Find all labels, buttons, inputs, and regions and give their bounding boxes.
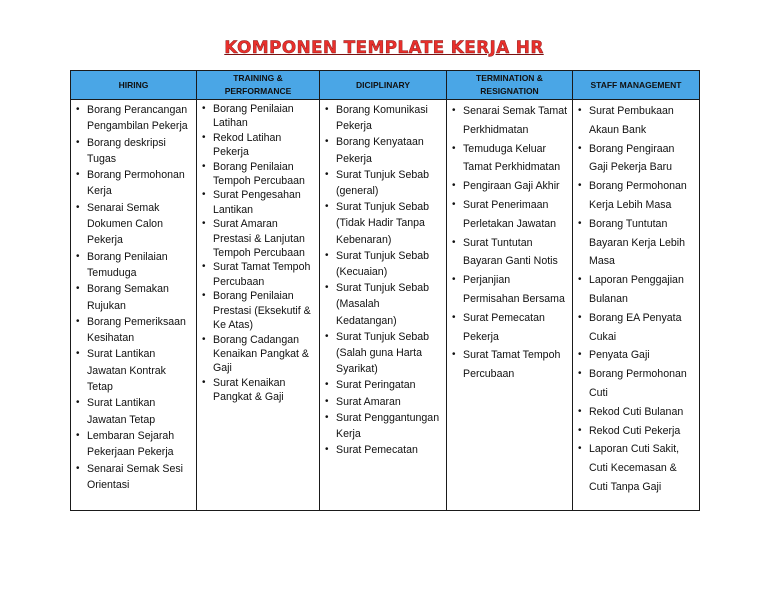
item-list: [320, 100, 446, 458]
header-hiring: HIRING: [71, 71, 197, 100]
list-item: • Borang Perancangan Pengambilan Pekerja: [71, 102, 196, 135]
list-item: • Senarai Semak Dokumen Calon Pekerja: [71, 200, 196, 249]
table-header-row: [71, 71, 700, 100]
document-title: KOMPONEN TEMPLATE KERJA HR: [224, 38, 544, 58]
list-item: • Borang Semakan Rujukan: [71, 281, 196, 314]
list-item: • Surat Tuntutan Bayaran Ganti Notis: [447, 234, 572, 272]
list-item: • Borang Pengiraan Gaji Pekerja Baru: [573, 140, 699, 178]
item-list: [197, 100, 319, 405]
list-item: • Surat Peringatan: [320, 377, 446, 393]
list-item: • Laporan Cuti Sakit, Cuti Kecemasan & Cuti Tanpa Gaji: [573, 440, 699, 496]
list-item: • Rekod Latihan Pekerja: [197, 131, 319, 160]
header-training-performance: TRAINING & PERFORMANCE: [197, 71, 320, 100]
list-item: • Surat Tamat Tempoh Percubaan: [447, 346, 572, 384]
list-item: • Penyata Gaji: [573, 346, 699, 365]
list-item: • Surat Amaran Prestasi & Lanjutan Tempoh Percubaan: [197, 217, 319, 260]
list-item: • Rekod Cuti Bulanan: [573, 403, 699, 422]
list-item: • Surat Penerimaan Perletakan Jawatan: [447, 196, 572, 234]
item-list: [573, 100, 699, 497]
header-termination-resignation: TERMINATION & RESIGNATION: [447, 71, 573, 100]
list-item: • Surat Amaran: [320, 394, 446, 410]
list-item: • Senarai Semak Tamat Perkhidmatan: [447, 102, 572, 140]
list-item: • Surat Pemecatan: [320, 442, 446, 458]
header-diciplinary: DICIPLINARY: [320, 71, 447, 100]
list-item: • Surat Tunjuk Sebab (Tidak Hadir Tanpa Kebenaran): [320, 199, 446, 248]
hr-template-table: [70, 70, 700, 511]
list-item: • Surat Pembukaan Akaun Bank: [573, 102, 699, 140]
list-item: • Perjanjian Permisahan Bersama: [447, 271, 572, 309]
list-item: • Surat Penggantungan Kerja: [320, 410, 446, 442]
list-item: • Temuduga Keluar Tamat Perkhidmatan: [447, 140, 572, 178]
list-item: • Rekod Cuti Pekerja: [573, 422, 699, 441]
column-termination-resignation: [447, 100, 573, 511]
list-item: • Surat Kenaikan Pangkat & Gaji: [197, 376, 319, 405]
list-item: • Borang Pemeriksaan Kesihatan: [71, 314, 196, 347]
list-item: • Surat Tamat Tempoh Percubaan: [197, 260, 319, 289]
list-item: • Borang Permohonan Kerja: [71, 167, 196, 200]
list-item: • Borang Permohonan Kerja Lebih Masa: [573, 177, 699, 215]
list-item: • Borang Permohonan Cuti: [573, 365, 699, 403]
list-item: • Borang Penilaian Prestasi (Eksekutif & Ke Atas): [197, 289, 319, 332]
list-item: • Lembaran Sejarah Pekerjaan Pekerja: [71, 428, 196, 461]
list-item: • Surat Pemecatan Pekerja: [447, 309, 572, 347]
list-item: • Borang Kenyataan Pekerja: [320, 134, 446, 166]
list-item: • Borang deskripsi Tugas: [71, 135, 196, 168]
list-item: • Laporan Penggajian Bulanan: [573, 271, 699, 309]
column-diciplinary: [320, 100, 447, 511]
item-list: [447, 100, 572, 384]
list-item: • Surat Tunjuk Sebab (Kecuaian): [320, 248, 446, 280]
list-item: • Surat Tunjuk Sebab (Salah guna Harta Syarikat): [320, 329, 446, 378]
column-staff-management: [573, 100, 700, 511]
list-item: • Surat Tunjuk Sebab (Masalah Kedatangan): [320, 280, 446, 329]
list-item: • Borang Penilaian Tempoh Percubaan: [197, 160, 319, 189]
column-training-performance: [197, 100, 320, 511]
list-item: • Borang Komunikasi Pekerja: [320, 102, 446, 134]
list-item: • Surat Lantikan Jawatan Tetap: [71, 395, 196, 428]
table-body-row: [71, 100, 700, 511]
item-list: [71, 100, 196, 493]
list-item: • Surat Tunjuk Sebab (general): [320, 167, 446, 199]
list-item: • Borang EA Penyata Cukai: [573, 309, 699, 347]
list-item: • Borang Tuntutan Bayaran Kerja Lebih Masa: [573, 215, 699, 271]
list-item: • Surat Pengesahan Lantikan: [197, 188, 319, 217]
list-item: • Borang Penilaian Temuduga: [71, 249, 196, 282]
header-staff-management: STAFF MANAGEMENT: [573, 71, 700, 100]
list-item: • Borang Cadangan Kenaikan Pangkat & Gaji: [197, 333, 319, 376]
list-item: • Surat Lantikan Jawatan Kontrak Tetap: [71, 346, 196, 395]
column-hiring: [71, 100, 197, 511]
list-item: • Senarai Semak Sesi Orientasi: [71, 461, 196, 494]
list-item: • Borang Penilaian Latihan: [197, 102, 319, 131]
list-item: • Pengiraan Gaji Akhir: [447, 177, 572, 196]
